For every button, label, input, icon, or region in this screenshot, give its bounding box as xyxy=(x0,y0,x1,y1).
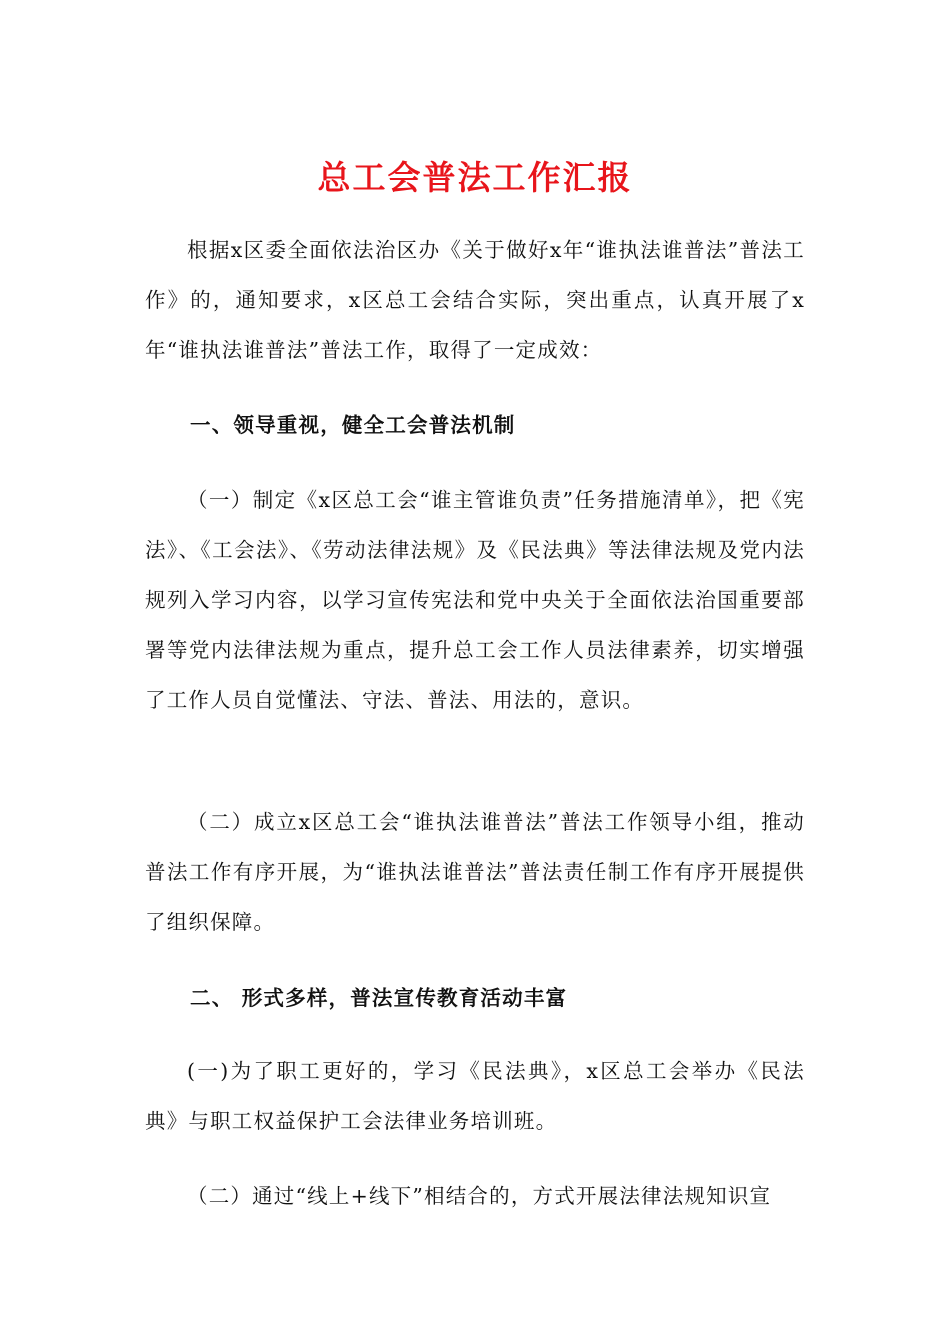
section2-item-1: (一)为了职工更好的，学习《民法典》，x区总工会举办《民法典》与职工权益保护工会法律业务培训班。 xyxy=(145,1059,805,1133)
section-heading-1: 一、领导重视，健全工会普法机制 xyxy=(190,413,516,437)
section1-item-1: （一）制定《x区总工会“谁主管谁负责”任务措施清单》，把《宪法》、《工会法》、《劳动法律法规》及《民法典》等法律法规及党内法规列入学习内容，以学习宣传宪法和党中央关于全面依法治国重要部署等党内法律法规为重点，提升总工会工作人员法律素养，切实增强了工作人员自觉懂法、守法、普法、用法的，意识。 xyxy=(145,488,805,712)
document-title: 总工会普法工作汇报 xyxy=(317,158,633,197)
section1-item-2: （二）成立x区总工会“谁执法谁普法”普法工作领导小组，推动普法工作有序开展，为“谁执法谁普法”普法责任制工作有序开展提供了组织保障。 xyxy=(145,810,805,934)
section-heading-2: 二、 形式多样，普法宣传教育活动丰富 xyxy=(190,986,568,1010)
section2-item-2: （二）通过“线上+线下”相结合的，方式开展法律法规知识宣 xyxy=(187,1184,772,1208)
intro-paragraph: 根据x区委全面依法治区办《关于做好x年“谁执法谁普法”普法工作》的，通知要求，x区总工会结合实际，突出重点，认真开展了x年“谁执法谁普法”普法工作，取得了一定成效： xyxy=(145,238,805,362)
